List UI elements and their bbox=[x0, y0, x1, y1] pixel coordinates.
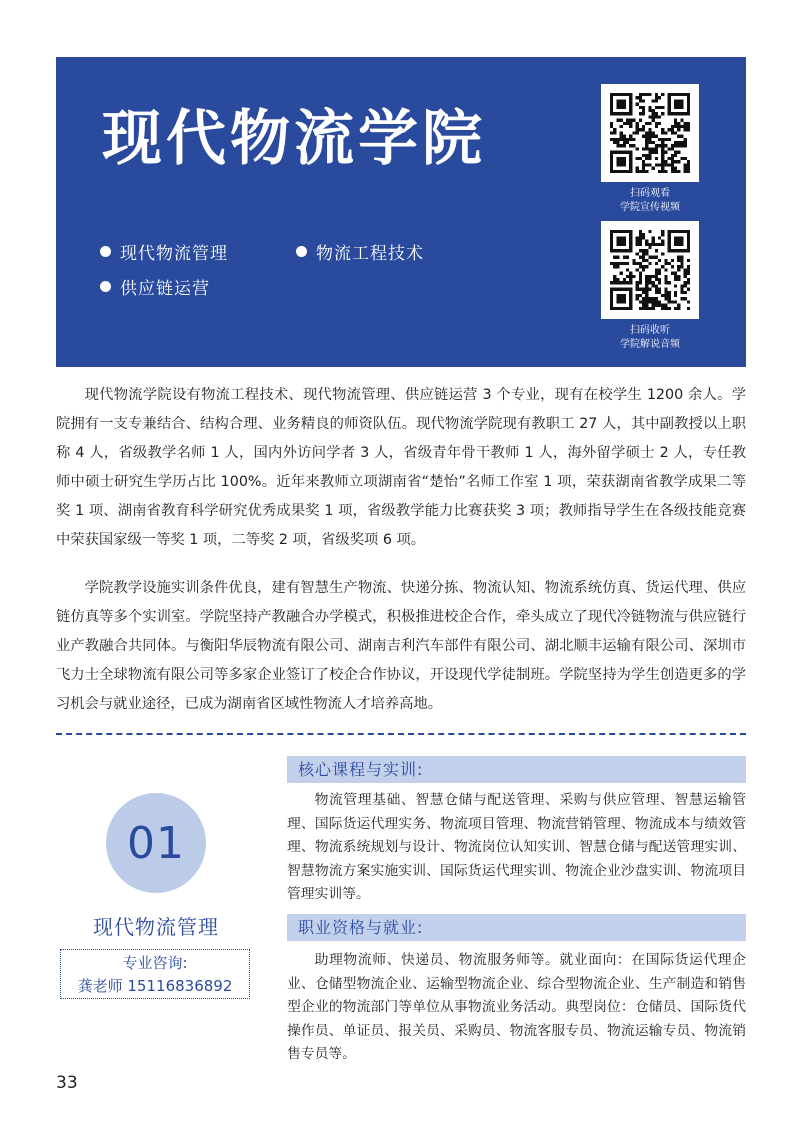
major-number-badge bbox=[106, 793, 206, 893]
major-label: 现代物流管理 bbox=[120, 244, 228, 264]
intro-paragraph-1: 现代物流学院设有物流工程技术、现代物流管理、供应链运营 3 个专业，现有在校学生 1200 余人。学院拥有一支专兼结合、结构合理、业务精良的师资队伍。现代物流学院现有教职工 27 人，其中副教授以上职称 4 人，省级教学名师 1 人，国内外访问学者 3 人，省级青年骨干教师 1 人，海外留学硕士 2 人，专任教师中硕士研究生学历占比 100%。近年来教师立项湖南省“楚怡”名师工作室 1 项，荣获湖南省教学成果二等奖 1 项、湖南省教育科学研究优秀成果奖 1 项，省级教学能力比赛获奖 3 项；教师指导学生在各级技能竞赛中荣获国家级一等奖 1 项，二等奖 2 项，省级奖项 6 项。 bbox=[56, 387, 746, 548]
consult-label: 专业咨询: bbox=[122, 954, 188, 972]
section-title-career: 职业资格与就业: bbox=[287, 914, 746, 941]
major-label: 物流工程技术 bbox=[316, 244, 424, 264]
bullet-dot-icon bbox=[100, 281, 111, 292]
qr-audio-block[interactable] bbox=[600, 221, 700, 352]
major-number: 01 bbox=[127, 817, 185, 869]
qr-code-icon[interactable] bbox=[601, 84, 699, 182]
qr-video-block[interactable] bbox=[600, 84, 700, 215]
consult-contact: 龚老师 15116836892 bbox=[77, 977, 233, 995]
dashed-divider bbox=[56, 733, 746, 735]
major-item bbox=[296, 239, 424, 264]
major-item bbox=[100, 239, 228, 264]
consult-box bbox=[60, 949, 250, 999]
qr-video-caption: 扫码观看 学院宣传视频 bbox=[620, 188, 680, 213]
intro-paragraph-2: 学院教学设施实训条件优良，建有智慧生产物流、快递分拣、物流认知、物流系统仿真、货运代理、供应链仿真等多个实训室。学院坚持产教融合办学模式，积极推进校企合作，牵头成立了现代冷链物流与供应链行业产教融合共同体。与衡阳华辰物流有限公司、湖南吉利汽车部件有限公司、湖北顺丰运输有限公司、深圳市飞力士全球物流有限公司等多家企业签订了校企合作协议，开设现代学徒制班。学院坚持为学生创造更多的学习机会与就业途径，已成为湖南省区域性物流人才培养高地。 bbox=[56, 580, 746, 712]
section-text-courses: 物流管理基础、智慧仓储与配送管理、采购与供应管理、智慧运输管理、国际货运代理实务、物流项目管理、物流营销管理、物流成本与绩效管理、物流系统规划与设计、物流岗位认知实训、智慧仓储与配送管理实训、智慧物流方案实施实训、国际货运代理实训、物流企业沙盘实训、物流项目管理实训等。 bbox=[287, 792, 746, 902]
bullet-dot-icon bbox=[296, 246, 307, 257]
major-item bbox=[100, 274, 210, 299]
college-title: 现代物流学院 bbox=[102, 104, 486, 174]
header-banner bbox=[56, 57, 746, 367]
section-text-career: 助理物流师、快递员、物流服务师等。就业面向：在国际货运代理企业、仓储型物流企业、运输型物流企业、综合型物流企业、生产制造和销售型企业的物流部门等单位从事物流业务活动。典型岗位：仓储员、国际货代操作员、单证员、报关员、采购员、物流客服专员、物流运输专员、物流销售专员等。 bbox=[287, 952, 746, 1062]
qr-audio-caption: 扫码收听 学院解说音频 bbox=[620, 325, 680, 350]
section-title-courses: 核心课程与实训: bbox=[287, 756, 746, 783]
major-label: 供应链运营 bbox=[120, 279, 210, 299]
major-name: 现代物流管理 bbox=[93, 915, 219, 939]
page-number: 33 bbox=[56, 1073, 78, 1093]
qr-code-icon[interactable] bbox=[601, 221, 699, 319]
bullet-dot-icon bbox=[100, 246, 111, 257]
